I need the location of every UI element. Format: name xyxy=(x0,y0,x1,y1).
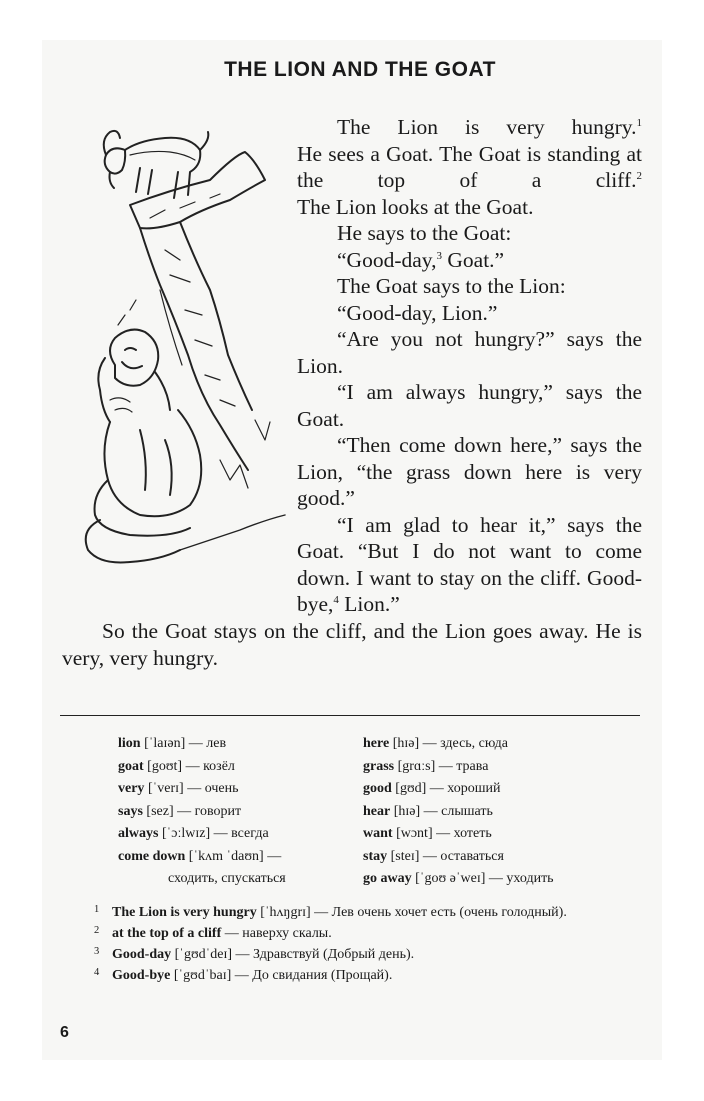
story-ending xyxy=(62,618,642,672)
footnotes xyxy=(94,902,649,986)
footnote-ref: 1 xyxy=(636,116,642,129)
vocab-item: come down [ˈkʌm ˈdaʊn] — сходить, спускаться xyxy=(118,848,286,886)
story-paragraph: He sees a Goat. The Goat is standing at the top of a cliff.$^2$ xyxy=(297,141,642,192)
footnote: 4 Good-bye [ˈgʊdˈbaɪ] — До свидания (Прощай). xyxy=(94,967,393,983)
vocab-item: grass [grɑːs] — трава xyxy=(363,758,489,774)
vocab-item: stay [steɪ] — оставаться xyxy=(363,848,504,864)
story-paragraph: He says to the Goat: xyxy=(337,221,512,245)
vocab-item: always [ˈɔːlwɪz] — всегда xyxy=(118,826,269,841)
vocabulary-list-left xyxy=(118,733,348,891)
story-paragraph: The Lion is very hungry.$^1$ xyxy=(337,115,642,139)
story-paragraph: “Then come down here,” says the Lion, “the grass down here is very good.” xyxy=(297,433,642,510)
footnote-ref: 2 xyxy=(636,169,642,182)
footnote: 1 The Lion is very hungry [ˈhʌŋgrɪ] — Лев очень хочет есть (очень голодный). xyxy=(94,904,567,920)
story-paragraph: “Are you not hungry?” says the Lion. xyxy=(297,327,642,378)
vocab-item: goat [goʊt] — козёл xyxy=(118,758,235,774)
lion-figure xyxy=(86,330,202,563)
vocab-item: good [gʊd] — хороший xyxy=(363,781,501,796)
footnote-ref: 4 xyxy=(333,593,339,606)
vocab-item: want [wɔnt] — хотеть xyxy=(363,826,492,841)
story-paragraph: “Good-day, Lion.” xyxy=(337,300,498,325)
vocabulary-list-right xyxy=(363,733,653,891)
goat-figure xyxy=(104,131,209,198)
vocab-item: here [hɪə] — здесь, сюда xyxy=(363,736,508,751)
story-paragraph: “I am always hungry,” says the Goat. xyxy=(297,380,642,431)
vocab-item: go away [ˈgoʊ əˈweɪ] — уходить xyxy=(363,871,554,886)
footnote: 2 at the top of a cliff — наверху скалы. xyxy=(94,925,332,941)
vocab-item: hear [hɪə] — слышать xyxy=(363,803,493,819)
story-paragraph: So the Goat stays on the cliff, and the Lion goes away. He is very, very hungry. xyxy=(62,619,642,670)
story-paragraph: “Good-day,$^3$ Goat.” xyxy=(337,247,505,272)
vocab-item: very [ˈverɪ] — очень xyxy=(118,781,239,796)
story-paragraph: “I am glad to hear it,” says the Goat. “But I do not want to come down. I want to stay on the cliff. Good-bye,$^4$ Lion.” xyxy=(297,512,642,616)
vocab-item: says [sez] — говорит xyxy=(118,803,242,819)
footnote: 3 Good-day [ˈgʊdˈdeɪ] — Здравствуй (Добрый день). xyxy=(94,946,415,962)
page-number: 6 xyxy=(60,1024,69,1041)
footnote-ref: 3 xyxy=(436,249,443,262)
page-title: THE LION AND THE GOAT xyxy=(224,58,496,81)
divider xyxy=(60,715,640,716)
story-paragraph: The Goat says to the Lion: xyxy=(337,274,566,298)
lion-goat-illustration xyxy=(70,110,295,600)
story-text xyxy=(297,114,642,618)
story-paragraph: The Lion looks at the Goat. xyxy=(297,194,534,219)
vocab-item: lion [ˈlaɪən] — лев xyxy=(118,736,227,751)
